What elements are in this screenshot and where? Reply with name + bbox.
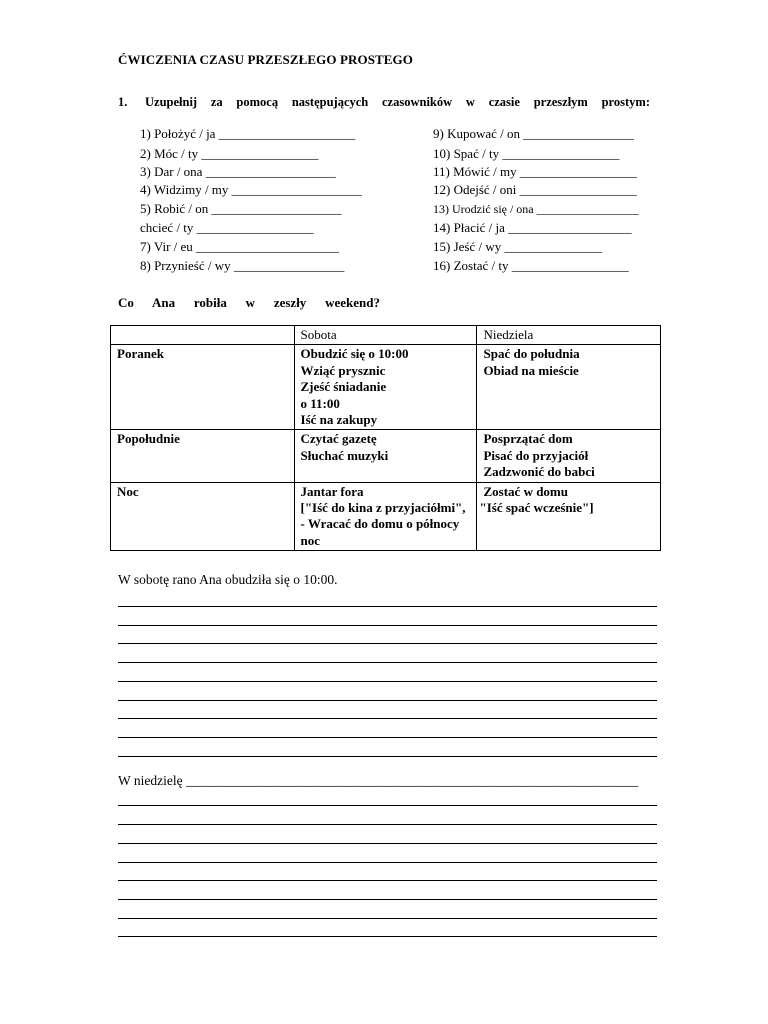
cell-line: Zostać w domu xyxy=(483,483,568,499)
writing-line[interactable] xyxy=(118,737,657,738)
cell-line: Czytać gazetę xyxy=(300,431,377,447)
cell-line: Obudzić się o 10:00 xyxy=(300,346,409,362)
cell-sunday-morning xyxy=(477,345,661,430)
exercise-item-7[interactable]: 7) Vir / eu ______________________ xyxy=(140,239,340,254)
writing-line[interactable] xyxy=(118,936,657,937)
cell-saturday-morning xyxy=(294,345,477,430)
table-row xyxy=(111,345,661,430)
header-cell-sunday: Niedziela xyxy=(477,326,661,345)
exercise-item-11[interactable]: 11) Mówić / my __________________ xyxy=(433,164,637,179)
exercise-item-4[interactable]: 4) Widzimy / my ____________________ xyxy=(140,182,362,197)
exercise-item-5[interactable]: 5) Robić / on ____________________ xyxy=(140,201,342,216)
instruction-number: 1. xyxy=(118,95,128,109)
cell-saturday-night xyxy=(294,482,477,551)
cell-line: Iść na zakupy xyxy=(300,412,378,428)
cell-line: Pisać do przyjaciół xyxy=(483,447,589,463)
writing-line[interactable] xyxy=(118,625,657,626)
table-header-row xyxy=(111,326,661,345)
exercise-instruction xyxy=(118,95,650,110)
paragraph-saturday: W sobotę rano Ana obudziła się o 10:00. xyxy=(118,572,338,587)
header-cell-saturday: Sobota xyxy=(294,326,477,345)
writing-line[interactable] xyxy=(118,880,657,881)
exercise-item-8[interactable]: 8) Przynieść / wy _________________ xyxy=(140,258,345,273)
cell-line: ["Iść do kina z przyjaciółmi", xyxy=(300,500,466,516)
cell-sunday-afternoon xyxy=(477,430,661,482)
header-cell-empty xyxy=(111,326,295,345)
writing-line[interactable] xyxy=(118,756,657,757)
exercise-item-12[interactable]: 12) Odejść / oni __________________ xyxy=(433,182,637,197)
page-title: ĆWICZENIA CZASU PRZESZŁEGO PROSTEGO xyxy=(118,52,413,67)
cell-line: noc xyxy=(300,532,321,548)
writing-line[interactable] xyxy=(118,681,657,682)
exercise-item-2[interactable]: 2) Móc / ty __________________ xyxy=(140,146,319,161)
cell-saturday-afternoon xyxy=(294,430,477,482)
row-label-night: Noc xyxy=(111,482,295,551)
writing-line[interactable] xyxy=(118,918,657,919)
cell-line: Posprzątać dom xyxy=(483,431,573,447)
table-row xyxy=(111,430,661,482)
cell-line: Zjeść śniadanie xyxy=(300,379,387,395)
exercise-item-13[interactable]: 13) Urodzić się / ona _________________ xyxy=(433,202,639,216)
paragraph-sunday[interactable]: W niedzielę ___________________________________________________________________ xyxy=(118,773,639,788)
exercise-item-3[interactable]: 3) Dar / ona ____________________ xyxy=(140,164,336,179)
writing-line[interactable] xyxy=(118,662,657,663)
instruction-text: Uzupełnij za pomocą następujących czasowników w czasie przeszłym prostym: xyxy=(145,95,650,109)
cell-line: Jantar fora xyxy=(300,483,364,499)
cell-sunday-night xyxy=(477,482,661,551)
exercise-item-14[interactable]: 14) Płacić / ja ___________________ xyxy=(433,220,632,235)
cell-line: Wziąć prysznic xyxy=(300,362,386,378)
weekend-schedule-table xyxy=(110,325,661,551)
cell-line: - Wracać do domu o północy xyxy=(300,516,460,532)
writing-line[interactable] xyxy=(118,805,657,806)
writing-line[interactable] xyxy=(118,643,657,644)
writing-line[interactable] xyxy=(118,824,657,825)
cell-line: o 11:00 xyxy=(300,395,340,411)
cell-line: "Iść spać wcześnie"] xyxy=(479,500,594,516)
writing-line[interactable] xyxy=(118,843,657,844)
exercise-item-16[interactable]: 16) Zostać / ty __________________ xyxy=(433,258,629,273)
writing-line[interactable] xyxy=(118,718,657,719)
exercise-item-9[interactable]: 9) Kupować / on _________________ xyxy=(433,126,634,141)
cell-line: Słuchać muzyki xyxy=(300,447,389,463)
writing-line[interactable] xyxy=(118,862,657,863)
cell-line: Spać do południa xyxy=(483,346,580,362)
writing-line[interactable] xyxy=(118,899,657,900)
row-label-morning: Poranek xyxy=(111,345,295,430)
exercise-item-15[interactable]: 15) Jeść / wy _______________ xyxy=(433,239,602,254)
cell-line: Obiad na mieście xyxy=(483,362,579,378)
cell-line: Zadzwonić do babci xyxy=(483,464,595,480)
writing-line[interactable] xyxy=(118,606,657,607)
exercise-item-6[interactable]: chcieć / ty __________________ xyxy=(140,220,314,235)
exercise-item-1[interactable]: 1) Położyć / ja _____________________ xyxy=(140,126,356,141)
writing-line[interactable] xyxy=(118,700,657,701)
exercise-item-10[interactable]: 10) Spać / ty __________________ xyxy=(433,146,620,161)
table-row xyxy=(111,482,661,551)
table-heading: Co Ana robiła w zeszły weekend? xyxy=(118,295,380,310)
row-label-afternoon: Popołudnie xyxy=(111,430,295,482)
